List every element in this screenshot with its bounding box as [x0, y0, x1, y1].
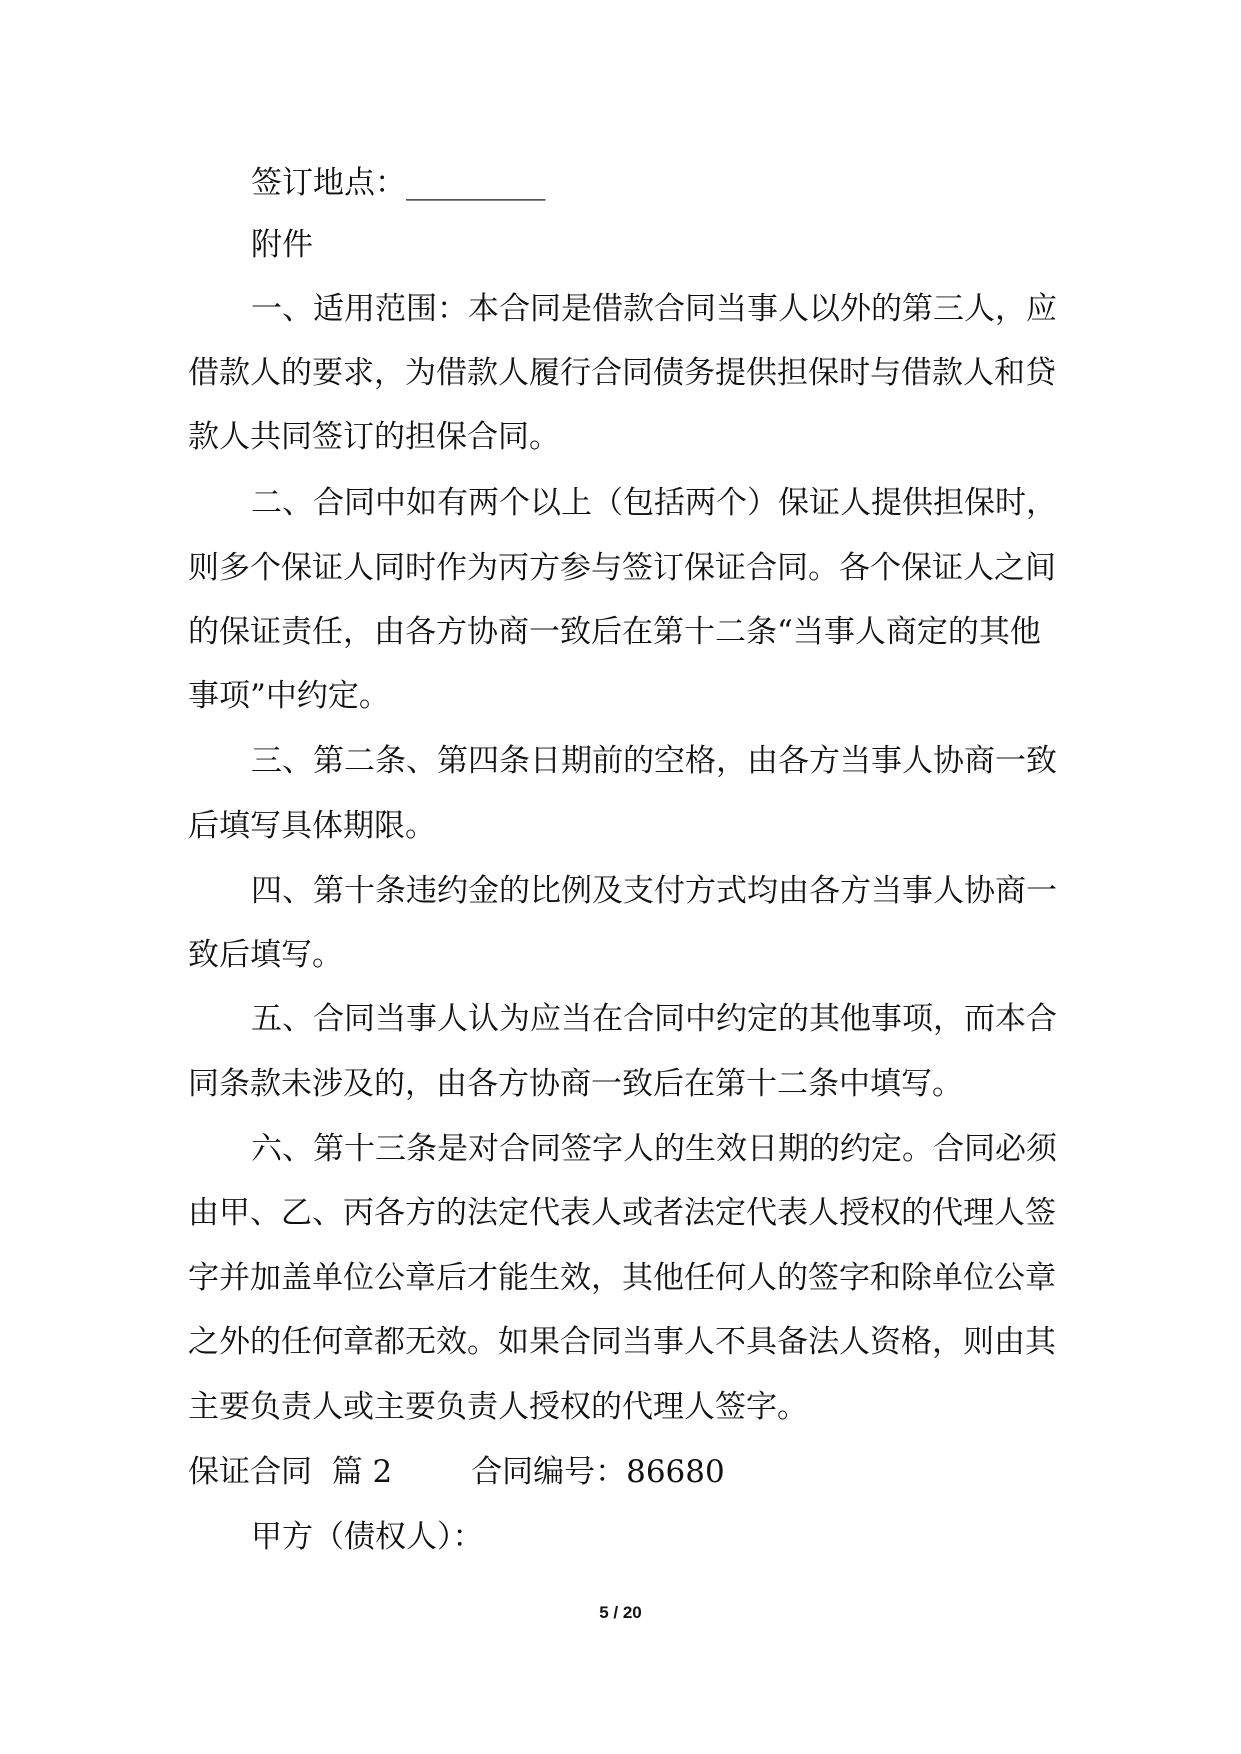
item-6-line-3: 字并加盖单位公章后才能生效，其他任何人的签字和除单位公章: [188, 1260, 1056, 1296]
item-2-line-4: 事项”中约定。: [188, 678, 390, 714]
item-6-line-1: 六、第十三条是对合同签字人的生效日期的约定。合同必须: [251, 1131, 1057, 1167]
page-number: 5 / 20: [599, 1603, 642, 1622]
item-1-line-2: 借款人的要求，为借款人履行合同债务提供担保时与借款人和贷: [188, 355, 1056, 391]
item-6-line-5: 主要负责人或主要负责人授权的代理人签字。: [188, 1389, 808, 1425]
item-6-line-4: 之外的任何章都无效。如果合同当事人不具备法人资格，则由其: [188, 1324, 1056, 1360]
signing-place: 签订地点：_________: [251, 165, 546, 201]
item-6-line-2: 由甲、乙、丙各方的法定代表人或者法定代表人授权的代理人签: [188, 1195, 1056, 1231]
section-title: 保证合同 篇 2 合同编号：86680: [188, 1454, 725, 1490]
item-4-line-2: 致后填写。: [188, 937, 343, 973]
item-2-line-3: 的保证责任，由各方协商一致后在第十二条“当事人商定的其他: [188, 614, 1041, 650]
item-3-line-1: 三、第二条、第四条日期前的空格，由各方当事人协商一致: [251, 743, 1057, 779]
party-a-label: 甲方（债权人）：: [251, 1519, 484, 1555]
item-2-line-2: 则多个保证人同时作为丙方参与签订保证合同。各个保证人之间: [188, 550, 1056, 586]
item-2-line-1: 二、合同中如有两个以上（包括两个）保证人提供担保时，: [251, 485, 1057, 521]
item-3-line-2: 后填写具体期限。: [188, 808, 436, 844]
item-1-line-1: 一、适用范围：本合同是借款合同当事人以外的第三人，应: [251, 291, 1057, 327]
item-5-line-1: 五、合同当事人认为应当在合同中约定的其他事项，而本合: [251, 1001, 1057, 1037]
item-1-line-3: 款人共同签订的担保合同。: [188, 419, 560, 455]
item-4-line-1: 四、第十条违约金的比例及支付方式均由各方当事人协商一: [251, 873, 1057, 909]
item-5-line-2: 同条款未涉及的，由各方协商一致后在第十二条中填写。: [188, 1066, 963, 1102]
attachment-heading: 附件: [251, 227, 313, 263]
